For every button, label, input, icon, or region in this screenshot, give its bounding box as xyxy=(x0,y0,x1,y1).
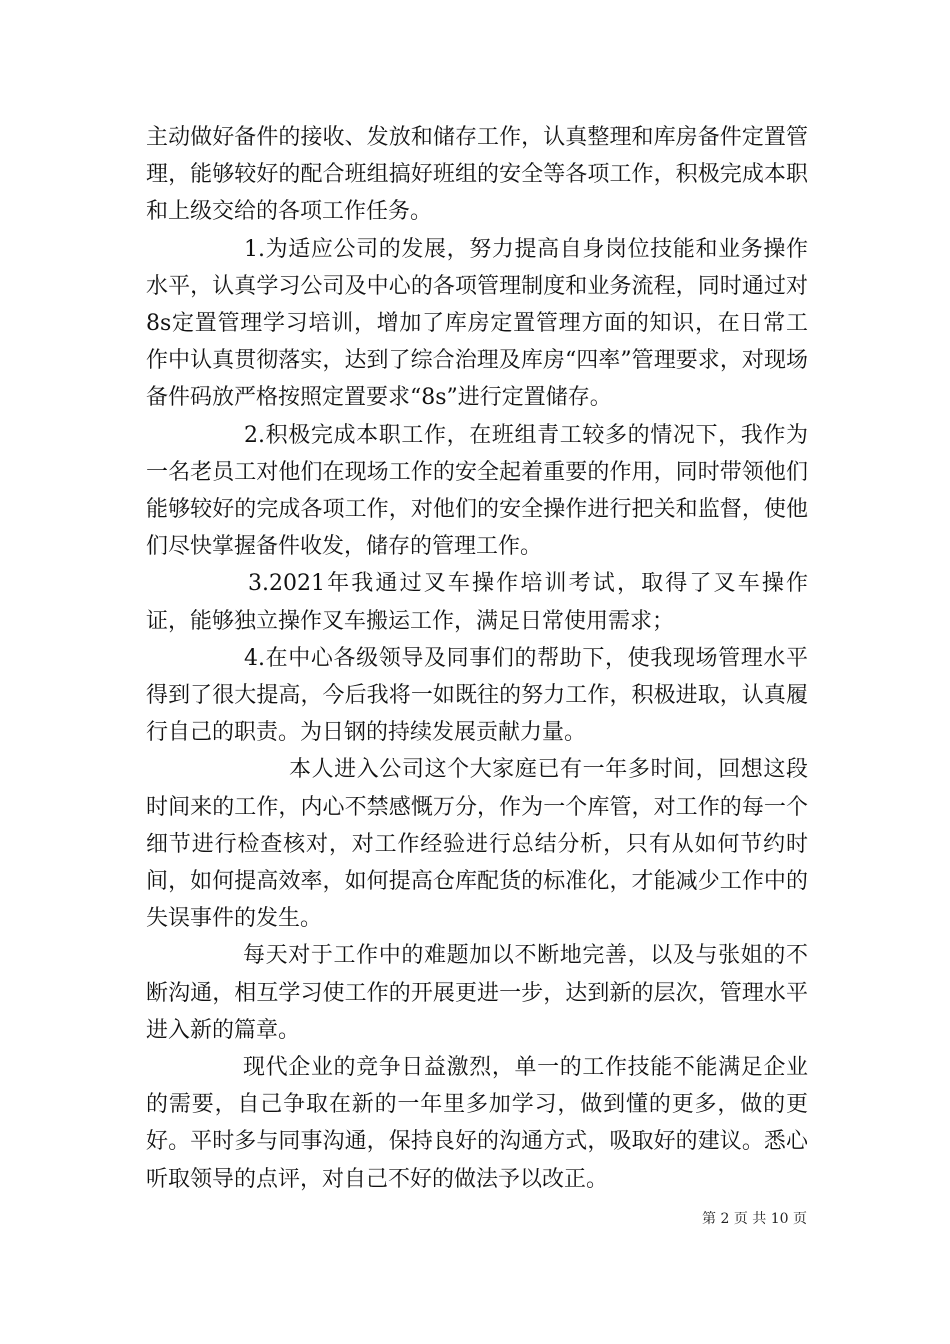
paragraph-item-3: 3.2021年我通过叉车操作培训考试，取得了叉车操作证，能够独立操作叉车搬运工作，满足日常使用需求； xyxy=(146,571,808,634)
paragraph-continuation: 主动做好备件的接收、发放和储存工作，认真整理和库房备件定置管理，能够较好的配合班组搞好班组的安全等各项工作，积极完成本职和上级交给的各项工作任务。 xyxy=(146,125,808,225)
paragraph-item-1: 1.为适应公司的发展，努力提高自身岗位技能和业务操作水平，认真学习公司及中心的各项管理制度和业务流程，同时通过对8s定置管理学习培训，增加了库房定置管理方面的知识，在日常工作中认真贯彻落实，达到了综合治理及库房“四率”管理要求，对现场备件码放严格按照定置要求“8s”进行定置储存。 xyxy=(146,236,808,411)
paragraph-item-2: 2.积极完成本职工作，在班组青工较多的情况下，我作为一名老员工对他们在现场工作的安全起着重要的作用，同时带领他们能够较好的完成各项工作，对他们的安全操作进行把关和监督，使他们尽快掌握备件收发，储存的管理工作。 xyxy=(146,422,808,560)
document-body xyxy=(146,119,808,1198)
page-number-footer: 第 2 页 共 10 页 xyxy=(702,1211,807,1227)
paragraph-reflection: 本人进入公司这个大家庭已有一年多时间，回想这段时间来的工作，内心不禁感慨万分，作为一个库管，对工作的每一个细节进行检查核对，对工作经验进行总结分析，只有从如何节约时间，如何提高效率，如何提高仓库配货的标准化，才能减少工作中的失误事件的发生。 xyxy=(146,757,808,932)
paragraph-future-plan: 现代企业的竞争日益激烈，单一的工作技能不能满足企业的需要，自己争取在新的一年里多加学习，做到懂的更多，做的更好。平时多与同事沟通，保持良好的沟通方式，吸取好的建议。悉心听取领导的点评，对自己不好的做法予以改正。 xyxy=(146,1055,808,1192)
paragraph-item-4: 4.在中心各级领导及同事们的帮助下，使我现场管理水平得到了很大提高，今后我将一如既往的努力工作，积极进取，认真履行自己的职责。为日钢的持续发展贡献力量。 xyxy=(146,645,808,746)
paragraph-improvement: 每天对于工作中的难题加以不断地完善，以及与张姐的不断沟通，相互学习使工作的开展更进一步，达到新的层次，管理水平进入新的篇章。 xyxy=(146,943,808,1043)
